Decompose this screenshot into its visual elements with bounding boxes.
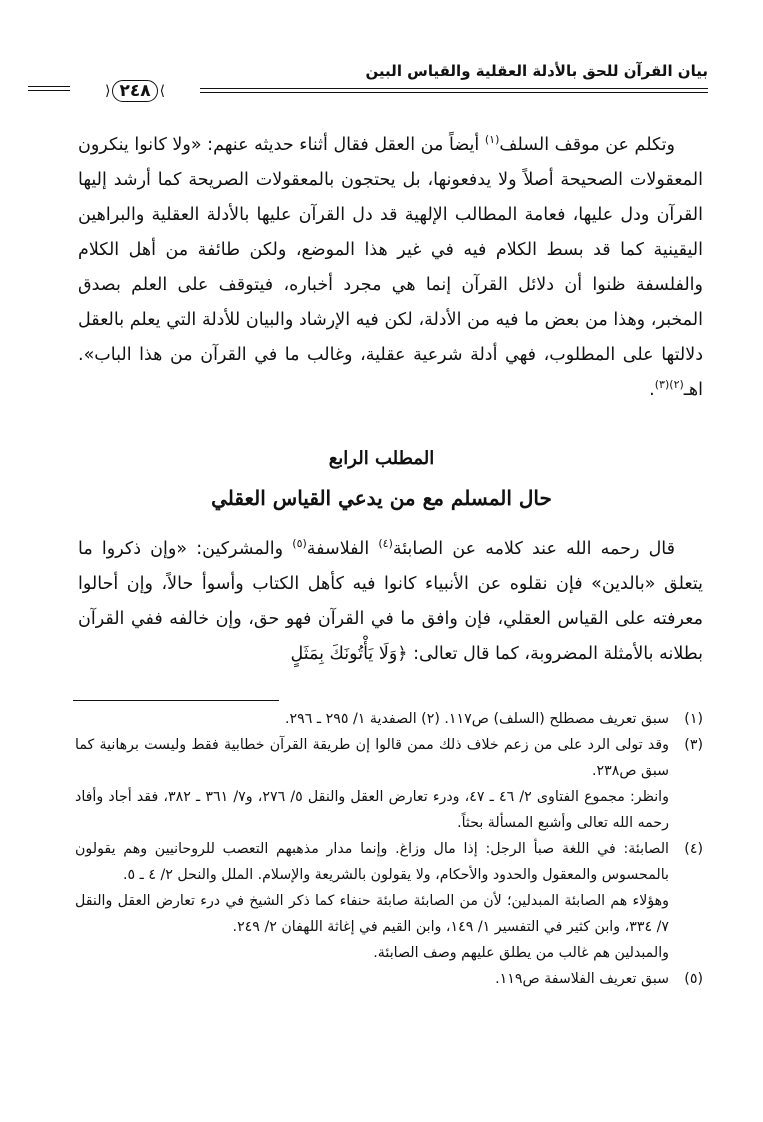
footnote-text: سبق تعريف الفلاسفة ص١١٩.	[495, 971, 669, 987]
footnote-ref-2-3: (٢)(٣)	[654, 378, 684, 392]
footnote-3-continuation: وانظر: مجموع الفتاوى ٢/ ٤٦ ـ ٤٧، ودرء تعارض العقل والنقل ٥/ ٢٧٦، و٧/ ٣٦١ ـ ٣٨٢، فقد أجاد وأفاد رحمه الله تعالى وأشبع المسألة بحثاً.	[75, 789, 669, 831]
running-title: بيان القرآن للحق بالأدلة العقلية والقياس البين	[365, 62, 708, 80]
footnote-5	[75, 966, 703, 992]
p1-end: .	[649, 380, 655, 400]
footnotes	[75, 706, 703, 992]
p1-before-ref: وتكلم عن موقف السلف	[499, 135, 675, 155]
page-number-ornament	[70, 78, 200, 104]
footnote-text: سبق تعريف مصطلح (السلف) ص١١٧. (٢) الصفدية ١/ ٢٩٥ ـ ٢٩٦.	[285, 711, 669, 727]
footnote-separator	[73, 700, 279, 701]
footnote-4-continuation: وهؤلاء هم الصابئة المبدلين؛ لأن من الصابئة صابئة حنفاء كما ذكر الشيخ في درء تعارض العقل والنقل ٧/ ٣٣٤، وابن كثير في التفسير ١/ ١٤٩، وابن القيم في إغاثة اللهفان ٢/ ٢٤٩.	[75, 893, 669, 935]
footnote-3	[75, 732, 703, 784]
section-heading: المطلب الرابع	[328, 448, 435, 469]
ornament-left: ⟨	[104, 83, 111, 99]
footnote-number: (٣)	[684, 737, 703, 753]
section-title: حال المسلم مع من يدعي القياس العقلي	[211, 486, 552, 510]
header-rule-tail	[28, 86, 70, 91]
footnote-number: (٤)	[684, 841, 703, 857]
footnote-4	[75, 836, 703, 888]
footnote-ref-5: (٥)	[292, 537, 307, 551]
footnote-ref-1: (١)	[484, 133, 500, 147]
footnote-ref-4: (٤)	[378, 537, 393, 551]
ornament-right: ⟩	[159, 83, 166, 99]
footnote-1	[75, 706, 703, 732]
p2-text-2: الفلاسفة	[306, 539, 379, 559]
p2-text-3: والمشركين: «وإن ذكروا ما يتعلق «بالدين» فإن نقلوه عن الأنبياء كانوا فيه كأهل الكتاب وأسوأ حالاً، وإن أحالوا معرفته على القياس العقلي، فإن وافق ما في القرآن فهو حق، وإن خالفه ففي القرآن بطلانه بالأمثلة المضروبة، كما قال تعالى: ﴿وَلَا يَأْتُونَكَ بِمَثَلٍ	[78, 539, 703, 664]
p1-text: أيضاً من العقل فقال أثناء حديثه عنهم: «ولا كانوا ينكرون المعقولات الصحيحة أصلاً ولا يدفعونها، بل يحتجون بالمعقولات الصريحة كما أرشد إليها القرآن ودل عليها، فعامة المطالب الإلهية قد دل القرآن عليها بالأدلة العقلية والبراهين اليقينية كما قد بسط الكلام فيه في غير هذا الموضع، ولكن طائفة من أهل الكلام والفلسفة ظنوا أن دلائل القرآن إنما هي مجرد أخباره، فيتوقف على العلم بصدق المخبر، وهذا من بعض ما فيه من الأدلة، لكن فيه الإرشاد والبيان للأدلة التي يعلم بالعقل دلالتها على المطلوب، فهي أدلة شرعية عقلية، وغالب ما في القرآن من هذا الباب». اهـ	[78, 135, 703, 400]
page-number: ٢٤٨	[112, 80, 157, 102]
footnote-text: الصابئة: في اللغة صبأ الرجل: إذا مال وزاغ. وإنما مدار مذهبهم التعصب للروحانيين وهم يقولون بالمحسوس والمعقول والحدود والأحكام، ولا يقولون بالشريعة والإسلام. الملل والنحل ٢/ ٤ ـ ٥.	[75, 841, 669, 883]
footnote-number: (٥)	[684, 971, 703, 987]
paragraph-sabians	[78, 532, 703, 672]
footnote-number: (١)	[684, 711, 703, 727]
footnote-4-continuation: والمبدلين هم غالب من يطلق عليهم وصف الصابئة.	[373, 945, 669, 961]
p2-text-1: قال رحمه الله عند كلامه عن الصابئة	[392, 539, 675, 559]
footnote-text: وقد تولى الرد على من زعم خلاف ذلك ممن قالوا إن طريقة القرآن خطابية فقط وليست برهانية كما سبق ص٢٣٨.	[75, 737, 669, 779]
paragraph-salaf-reason	[78, 128, 703, 408]
